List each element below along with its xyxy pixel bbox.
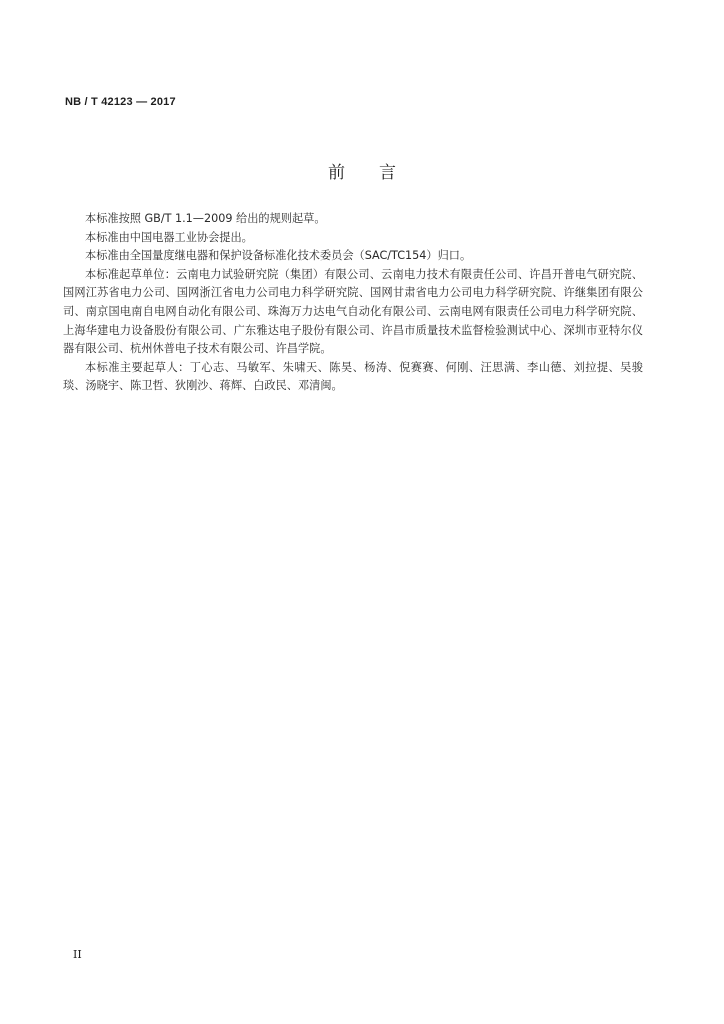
paragraph-main-drafters: 本标准主要起草人：丁心志、马敏军、朱啸天、陈昊、杨涛、倪赛赛、何刚、汪思满、李山德、刘拉提、吴骏琰、汤晓宇、陈卫哲、狄刚沙、蒋辉、白政民、邓清闽。 [63,360,643,393]
paragraph-drafting-organizations: 本标准起草单位：云南电力试验研究院（集团）有限公司、云南电力技术有限责任公司、许昌开普电气研究院、国网江苏省电力公司、国网浙江省电力公司电力科学研究院、国网甘肃省电力公司电力科学研究院、许继集团有限公司、南京国电南自电网自动化有限公司、珠海万力达电气自动化有限公司、云南电网有限责任公司电力科学研究院、上海华建电力设备股份有限公司、广东雅达电子股份有限公司、许昌市质量技术监督检验测试中心、深圳市亚特尔仪器有限公司、杭州休普电子技术有限公司、许昌学院。 [63,267,643,356]
foreword-body [63,210,643,396]
standard-code: NB / T 42123 — 2017 [65,96,176,108]
paragraph-proposer: 本标准由中国电器工业协会提出。 [85,230,253,244]
paragraph-centralized-management: 本标准由全国量度继电器和保护设备标准化技术委员会（SAC/TC154）归口。 [85,249,472,263]
section-title: 前言 [328,163,430,183]
paragraph-drafting-rules: 本标准按照 GB/T 1.1—2009 给出的规则起草。 [85,212,326,225]
page-number: II [73,948,82,961]
